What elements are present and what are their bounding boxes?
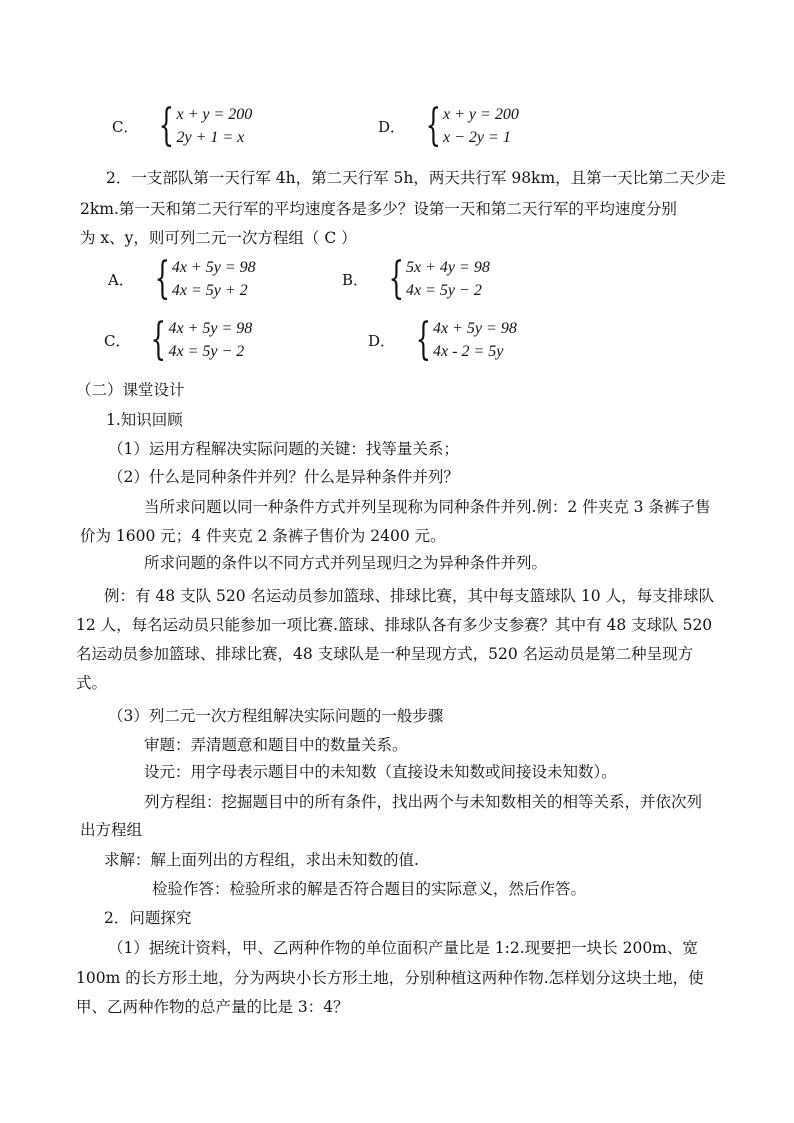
q2-text-line: 为 x、y，则可列二元一次方程组（ C ） xyxy=(80,229,357,247)
paragraph: 例：有 48 支队 520 名运动员参加篮球、排球比赛，其中每支篮球队 10 人，每支排球队 xyxy=(104,587,715,605)
equation: 4x = 5y + 2 xyxy=(171,282,248,299)
paragraph: 式。 xyxy=(76,674,108,692)
q2-text-line: 2．一支部队第一天行军 4h，第二天行军 5h，两天共行军 98km，且第一天比第二天少走 xyxy=(106,169,726,187)
equation-system xyxy=(433,317,517,363)
equation: x + y = 200 xyxy=(176,106,253,123)
equation: 4x = 5y − 2 xyxy=(168,343,245,360)
brace-icon: { xyxy=(415,314,432,365)
subsection-title: 1.知识回顾 xyxy=(106,411,183,429)
equation-system xyxy=(443,103,519,149)
equation: 4x + 5y = 98 xyxy=(433,320,517,337)
section-heading: （二）课堂设计 xyxy=(76,381,185,399)
brace-icon: { xyxy=(425,100,442,151)
paragraph: 12 人，每名运动员只能参加一项比赛.篮球、排球队各有多少支参赛？其中有 48 支球队 520 xyxy=(76,616,713,634)
q1-option-d xyxy=(378,100,519,151)
equation: x + y = 200 xyxy=(443,106,519,123)
option-label: C． xyxy=(104,331,131,350)
option-label: D． xyxy=(378,117,406,136)
equation: 5x + 4y = 98 xyxy=(406,259,490,276)
equation: 4x + 5y = 98 xyxy=(168,320,253,337)
equation-system xyxy=(176,103,252,149)
paragraph: （2）什么是同种条件并列？什么是异种条件并列？ xyxy=(108,468,459,486)
step-item: 出方程组 xyxy=(80,821,143,839)
equation: 4x = 5y − 2 xyxy=(406,282,482,299)
paragraph: 所求问题的条件以不同方式并列呈现归之为异种条件并列。 xyxy=(144,554,548,572)
option-label: B． xyxy=(342,270,369,289)
paragraph: 名运动员参加篮球、排球比赛，48 支球队是一种呈现方式，520 名运动员是第二种呈现方 xyxy=(76,645,694,663)
paragraph: 甲、乙两种作物的总产量的比是 3：4？ xyxy=(76,998,349,1016)
step-item: 设元：用字母表示题目中的未知数（直接设未知数或间接设未知数）。 xyxy=(144,763,617,781)
equation-system xyxy=(406,256,490,302)
q2-option-d xyxy=(368,314,517,365)
equation-system xyxy=(172,256,256,302)
paragraph: （1）运用方程解决实际问题的关键：找等量关系； xyxy=(108,440,459,458)
brace-icon: { xyxy=(159,100,175,151)
q2-option-c xyxy=(104,314,253,365)
option-label: D． xyxy=(368,331,396,350)
step-item: 检验作答：检验所求的解是否符合题目的实际意义，然后作答。 xyxy=(152,880,587,898)
step-item: 求解：解上面列出的方程组，求出未知数的值. xyxy=(104,851,419,869)
equation-system xyxy=(168,317,252,363)
paragraph: 价为 1600 元；4 件夹克 2 条裤子售价为 2400 元。 xyxy=(80,527,446,545)
subsection-title: 2．问题探究 xyxy=(104,909,192,927)
paragraph: （3）列二元一次方程组解决实际问题的一般步骤 xyxy=(108,707,444,725)
brace-icon: { xyxy=(388,253,405,304)
q2-option-b xyxy=(342,253,490,304)
q2-text-line: 2km.第一天和第二天行军的平均速度各是多少？设第一天和第二天行军的平均速度分别 xyxy=(80,200,677,218)
q1-option-c xyxy=(112,100,253,151)
paragraph: （1）据统计资料，甲、乙两种作物的单位面积产量比是 1:2.现要把一块长 200m、宽 xyxy=(108,939,698,957)
paragraph: 当所求问题以同一种条件方式并列呈现称为同种条件并列.例：2 件夹克 3 条裤子售 xyxy=(144,498,711,516)
equation: x − 2y = 1 xyxy=(443,129,511,146)
option-label: C． xyxy=(112,117,139,136)
brace-icon: { xyxy=(151,314,167,365)
paragraph: 100m 的长方形土地，分为两块小长方形土地，分别种植这两种作物.怎样划分这块土地，使 xyxy=(76,969,704,987)
equation: 4x - 2 = 5y xyxy=(433,343,504,360)
step-item: 列方程组：挖掘题目中的所有条件，找出两个与未知数相关的相等关系，并依次列 xyxy=(144,793,703,811)
brace-icon: { xyxy=(154,253,170,304)
equation: 4x + 5y = 98 xyxy=(171,259,256,276)
option-label: A． xyxy=(108,270,134,289)
equation: 2y + 1 = x xyxy=(176,129,245,146)
q2-option-a xyxy=(108,253,256,304)
step-item: 审题：弄清题意和题目中的数量关系。 xyxy=(144,736,408,754)
